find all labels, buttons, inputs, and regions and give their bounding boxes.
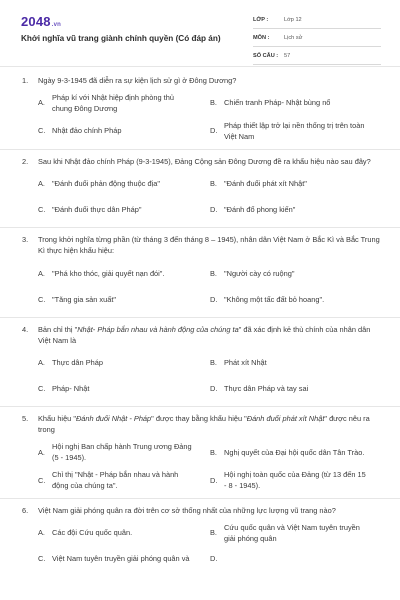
answer-option-d[interactable] bbox=[210, 470, 382, 492]
header-divider bbox=[0, 66, 400, 67]
answer-option-b[interactable] bbox=[210, 523, 382, 545]
answer-option-b[interactable] bbox=[210, 442, 382, 464]
question-text-part: " được thay bằng khẩu hiệu " bbox=[151, 414, 247, 424]
option-letter: C. bbox=[38, 205, 46, 215]
meta-row-count bbox=[253, 50, 381, 65]
question-number: 3. bbox=[22, 235, 29, 245]
option-letter: D. bbox=[210, 384, 218, 394]
option-text: "Đánh đuổi phản động thuộc địa" bbox=[52, 179, 160, 189]
option-letter: C. bbox=[38, 384, 46, 394]
option-text: Hội nghị toàn quốc của Đảng (từ 13 đến 15 - 8 - 1945). bbox=[224, 470, 366, 490]
answer-options bbox=[38, 523, 383, 571]
question-item bbox=[0, 506, 400, 571]
question-text bbox=[38, 414, 383, 435]
answer-option-d[interactable] bbox=[210, 121, 382, 143]
option-text: "Phá kho thóc, giải quyết nạn đói". bbox=[52, 268, 165, 278]
question-item bbox=[0, 325, 400, 407]
answer-option-b[interactable] bbox=[210, 352, 382, 374]
answer-option-c[interactable] bbox=[38, 121, 210, 143]
option-text: Pháp thiết lập trở lại nền thống trị trên toàn Việt Nam bbox=[224, 121, 365, 141]
option-letter: D. bbox=[210, 554, 218, 564]
option-letter: D. bbox=[210, 294, 218, 304]
answer-option-a[interactable] bbox=[38, 442, 210, 464]
option-letter: C. bbox=[38, 126, 46, 136]
option-letter: C. bbox=[38, 475, 46, 485]
question-text-part: " đã xác định kẻ thù chính của nhân dân Việt Nam là bbox=[38, 324, 371, 345]
answer-option-b[interactable] bbox=[210, 263, 382, 285]
meta-row-class bbox=[253, 14, 381, 29]
site-logo[interactable] bbox=[21, 13, 61, 32]
option-letter: B. bbox=[210, 358, 217, 368]
option-text: Chỉ thị "Nhật - Pháp bắn nhau và hành động của chúng ta". bbox=[52, 470, 179, 490]
option-text: "Đánh đuổi phát xít Nhật" bbox=[224, 179, 307, 189]
option-letter: A. bbox=[38, 179, 45, 189]
option-text: "Đánh đổ phong kiến" bbox=[224, 205, 296, 215]
question-text: Trong khởi nghĩa từng phần (từ tháng 3 đến tháng 8 – 1945), nhân dân Việt Nam ở Bắc Kì và Bắc Trung Kì thực hiện khẩu hiệu: bbox=[38, 235, 380, 256]
question-number: 4. bbox=[22, 324, 29, 334]
meta-value: Lịch sử bbox=[284, 35, 303, 41]
option-text: Pháp- Nhật bbox=[52, 384, 90, 394]
question-number: 5. bbox=[22, 414, 29, 424]
metadata-panel bbox=[253, 14, 381, 68]
answer-option-b[interactable] bbox=[210, 93, 382, 115]
logo-domain: .vn bbox=[51, 22, 62, 28]
option-letter: D. bbox=[210, 475, 218, 485]
option-letter: B. bbox=[210, 268, 217, 278]
answer-option-c[interactable] bbox=[38, 549, 210, 571]
option-letter: B. bbox=[210, 447, 217, 457]
option-text: Hội nghị Ban chấp hành Trung ương Đảng (5 - 1945). bbox=[52, 442, 192, 462]
answer-option-a[interactable] bbox=[38, 173, 210, 195]
question-divider bbox=[0, 149, 400, 150]
answer-option-d[interactable] bbox=[210, 199, 382, 221]
answer-option-c[interactable] bbox=[38, 289, 210, 311]
question-number: 1. bbox=[22, 76, 29, 85]
question-text: Ngày 9-3-1945 đã diễn ra sự kiện lịch sử gì ở Đông Dương? bbox=[38, 76, 237, 85]
page-title: Khởi nghĩa vũ trang giành chính quyền (Có đáp án) bbox=[21, 34, 221, 43]
question-number: 2. bbox=[22, 156, 29, 166]
option-letter: B. bbox=[210, 98, 217, 108]
option-text: Các đội Cứu quốc quân. bbox=[52, 528, 133, 538]
question-divider bbox=[0, 227, 400, 228]
answer-option-a[interactable] bbox=[38, 352, 210, 374]
option-text: "Người cày có ruộng" bbox=[224, 268, 295, 278]
question-text-quote: Nhật- Pháp bắn nhau và hành động của chúng ta bbox=[77, 324, 239, 334]
option-text: Việt Nam tuyên truyền giải phóng quân và bbox=[52, 554, 190, 564]
option-letter: C. bbox=[38, 554, 46, 564]
meta-value: Lớp 12 bbox=[284, 17, 302, 23]
answer-options bbox=[38, 173, 383, 221]
meta-value: 57 bbox=[284, 53, 291, 59]
meta-label: SỐ CÂU : bbox=[253, 53, 279, 59]
question-item bbox=[0, 414, 400, 498]
option-letter: D. bbox=[210, 205, 218, 215]
answer-option-d[interactable] bbox=[210, 289, 382, 311]
question-item bbox=[0, 235, 400, 317]
meta-label: LỚP : bbox=[253, 17, 269, 23]
answer-option-a[interactable] bbox=[38, 523, 210, 545]
question-item bbox=[0, 157, 400, 229]
question-divider bbox=[0, 406, 400, 407]
option-text: Thực dân Pháp bbox=[52, 358, 103, 368]
option-letter: B. bbox=[210, 179, 217, 189]
question-number: 6. bbox=[22, 505, 29, 515]
answer-option-b[interactable] bbox=[210, 173, 382, 195]
question-item bbox=[0, 76, 400, 150]
question-text-part: " được nêu ra trong bbox=[38, 414, 370, 435]
option-text: "Tăng gia sản xuất" bbox=[52, 294, 117, 304]
option-text: Pháp kí với Nhật hiệp định phòng thủ chung Đông Dương bbox=[52, 93, 174, 113]
option-text: Thực dân Pháp và tay sai bbox=[224, 384, 309, 394]
option-text: Phát xít Nhật bbox=[224, 358, 267, 368]
answer-option-d[interactable] bbox=[210, 378, 382, 400]
question-divider bbox=[0, 317, 400, 318]
question-text: Sau khi Nhật đảo chính Pháp (9-3-1945), Đảng Cộng sản Đông Dương đề ra khẩu hiệu nào sau đây? bbox=[38, 156, 371, 166]
meta-label: MÔN : bbox=[253, 35, 270, 41]
option-letter: A. bbox=[38, 358, 45, 368]
option-letter: A. bbox=[38, 528, 45, 538]
question-divider bbox=[0, 498, 400, 499]
answer-option-c[interactable] bbox=[38, 378, 210, 400]
question-text-part: Khẩu hiệu " bbox=[38, 414, 76, 424]
answer-option-d[interactable] bbox=[210, 549, 382, 571]
answer-option-c[interactable] bbox=[38, 470, 210, 492]
question-text-quote: Đánh đuổi phát xít Nhật bbox=[246, 414, 325, 424]
answer-options bbox=[38, 263, 383, 311]
option-letter: A. bbox=[38, 268, 45, 278]
option-text: "Đánh đuổi thực dân Pháp" bbox=[52, 205, 142, 215]
question-text bbox=[38, 325, 383, 346]
option-letter: B. bbox=[210, 528, 217, 538]
question-list bbox=[0, 76, 400, 571]
answer-options bbox=[38, 352, 383, 400]
option-text: "Không một tấc đất bỏ hoang". bbox=[224, 294, 325, 304]
option-letter: C. bbox=[38, 294, 46, 304]
answer-options bbox=[38, 442, 383, 492]
logo-text: 2048 bbox=[21, 14, 51, 29]
option-letter: D. bbox=[210, 126, 218, 136]
answer-option-a[interactable] bbox=[38, 93, 210, 115]
option-text: Cứu quốc quân và Việt Nam tuyên truyền giải phóng quân bbox=[224, 522, 360, 543]
option-text: Nghị quyết của Đại hội quốc dân Tân Trào. bbox=[224, 447, 365, 457]
question-text-part: Bản chỉ thị " bbox=[38, 324, 78, 334]
answer-option-a[interactable] bbox=[38, 263, 210, 285]
question-text-quote: Đánh đuổi Nhật - Pháp bbox=[75, 414, 152, 424]
meta-row-subject bbox=[253, 32, 381, 47]
option-text: Chiến tranh Pháp- Nhật bùng nổ bbox=[224, 98, 331, 108]
answer-option-c[interactable] bbox=[38, 199, 210, 221]
option-text: Nhật đảo chính Pháp bbox=[52, 126, 122, 136]
answer-options bbox=[38, 93, 383, 143]
page-header bbox=[0, 0, 400, 64]
question-text: Việt Nam giải phóng quân ra đời trên cơ sở thống nhất của những lực lượng vũ trang nào? bbox=[38, 505, 336, 515]
option-letter: A. bbox=[38, 98, 45, 108]
option-letter: A. bbox=[38, 447, 45, 457]
